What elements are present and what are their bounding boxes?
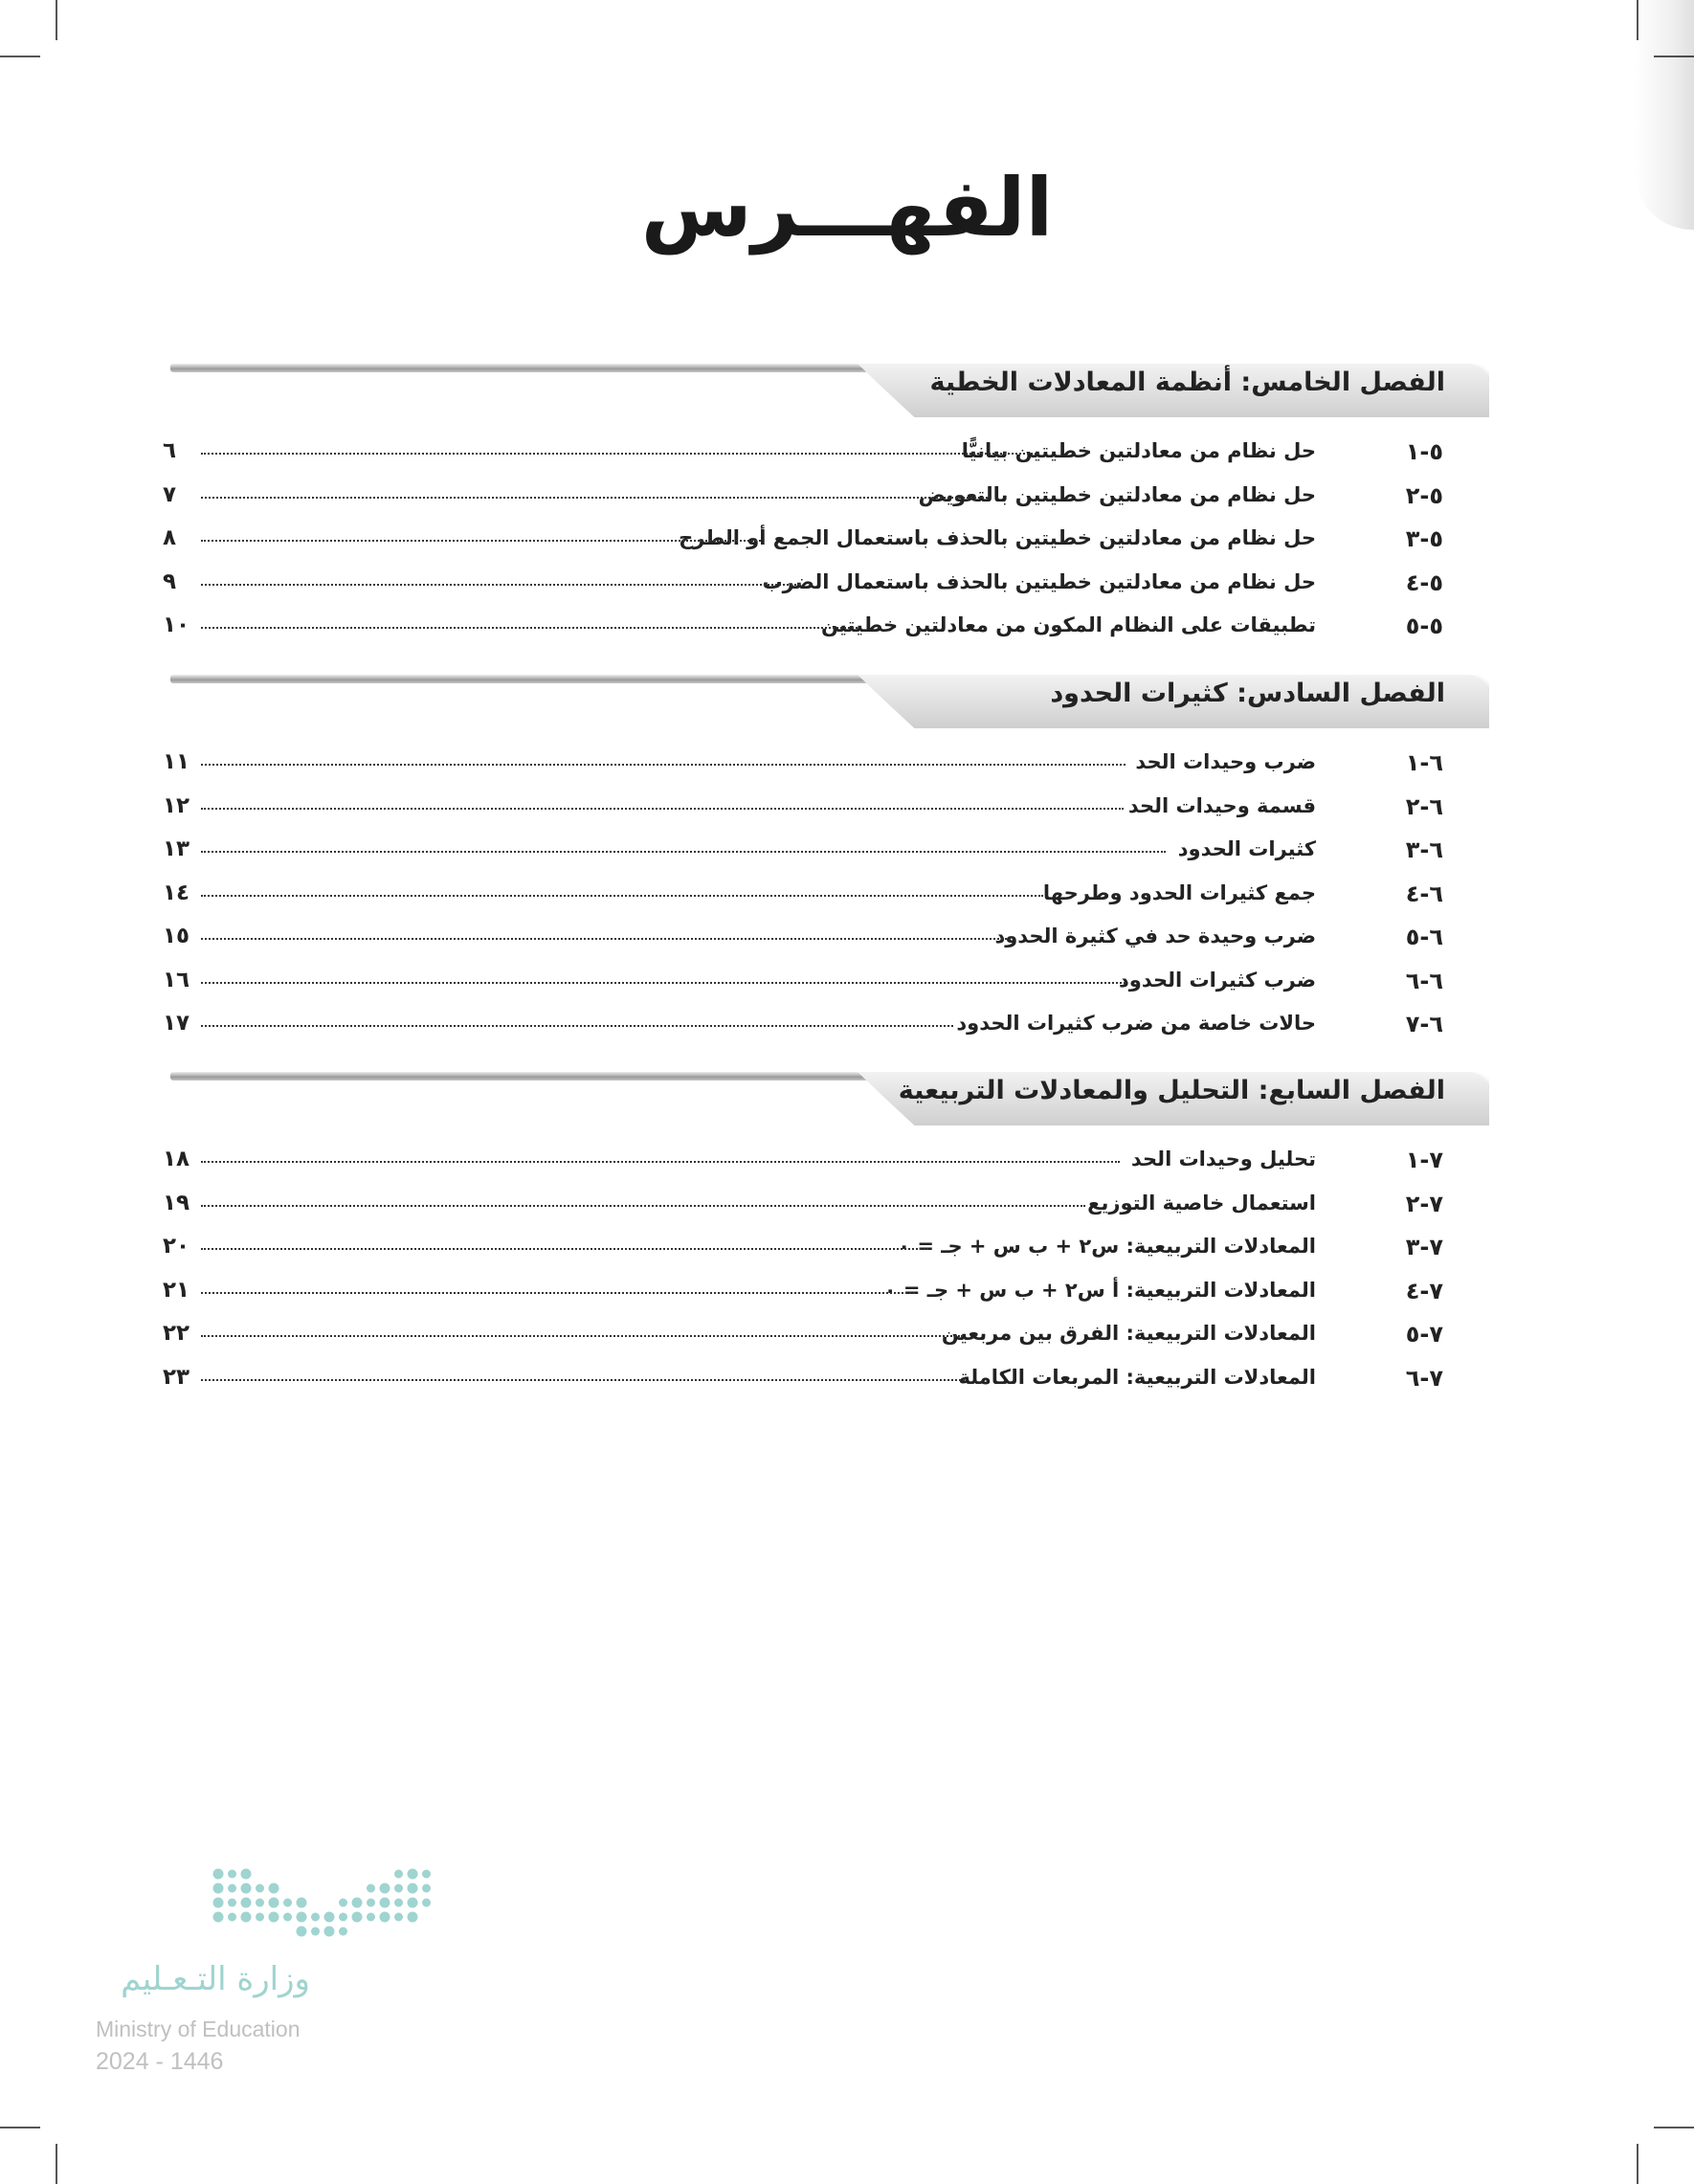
crop-mark [1654, 2127, 1694, 2128]
chapter-entries [163, 744, 1503, 1049]
dot-leader [201, 497, 992, 499]
page-number: ٢١ [163, 1277, 190, 1303]
lesson-title: ضرب وحيدات الحد [1135, 750, 1316, 773]
logo-dot [408, 1883, 418, 1894]
lesson-number: ٥-٢ [1405, 481, 1443, 509]
logo-dot [311, 1913, 320, 1922]
page-number: ١٩ [163, 1190, 190, 1215]
dot-leader [201, 1292, 915, 1294]
lesson-number: ٧-٣ [1405, 1234, 1443, 1260]
lesson-number: ٥-٣ [1405, 525, 1443, 552]
lesson-title: حل نظام من معادلتين خطيتين بالحذف باستعمال الجمع أو الطرح [679, 526, 1316, 549]
chapter-rule [170, 675, 890, 683]
dot-leader [201, 851, 1166, 853]
logo-dot [256, 1899, 264, 1907]
logo-dot [394, 1870, 403, 1879]
chapter-section [163, 1064, 1503, 1402]
page-number: ٢٠ [163, 1234, 190, 1259]
lesson-number: ٦-٦ [1405, 967, 1443, 994]
lesson-title: تحليل وحيدات الحد [1130, 1148, 1316, 1170]
logo-dot [352, 1912, 363, 1923]
lesson-number: ٦-٤ [1405, 880, 1443, 907]
lesson-title: قسمة وحيدات الحد [1127, 793, 1316, 817]
logo-dot [297, 1912, 307, 1923]
dot-leader [201, 895, 1043, 897]
page-number: ٢٣ [163, 1364, 190, 1390]
toc-entry[interactable] [163, 1315, 1503, 1359]
toc-entry[interactable] [163, 1272, 1503, 1316]
logo-dot [367, 1899, 375, 1907]
lesson-number: ٦-٣ [1405, 836, 1443, 863]
lesson-number: ٦-٥ [1405, 924, 1443, 950]
page-number: ١٨ [163, 1147, 190, 1171]
toc-entry[interactable] [163, 831, 1503, 875]
toc-entry[interactable] [163, 875, 1503, 919]
dot-leader [201, 764, 1126, 766]
logo-dot [380, 1912, 390, 1923]
logo-year: 2024 - 1446 [96, 2048, 224, 2075]
lesson-title: حل نظام من معادلتين خطيتين بيانيًّا [961, 439, 1316, 462]
dot-leader [201, 1248, 928, 1250]
toc-entry[interactable] [163, 1005, 1503, 1049]
toc-entry[interactable] [163, 607, 1503, 651]
lesson-title: المعادلات التربيعية: الفرق بين مربعين [941, 1322, 1316, 1345]
chapter-rule [170, 1072, 890, 1081]
chapter-title: الفصل الخامس: أنظمة المعادلات الخطية [929, 368, 1445, 397]
lesson-title: جمع كثيرات الحدود وطرحها [1042, 880, 1316, 904]
lesson-title: المعادلات التربيعية: س٢ + ب س + جـ = ٠ [898, 1235, 1316, 1258]
lesson-number: ٥-٤ [1405, 568, 1443, 596]
lesson-number: ٧-٢ [1405, 1190, 1443, 1217]
logo-dot [380, 1898, 390, 1908]
lesson-title: ضرب كثيرات الحدود [1119, 968, 1316, 992]
logo-dot [283, 1899, 292, 1907]
logo-dot [228, 1899, 236, 1907]
page-number: ١١ [163, 749, 190, 774]
logo-dot [422, 1870, 431, 1879]
logo-dot [256, 1884, 264, 1893]
logo-dot [422, 1884, 431, 1893]
page-number: ٦ [163, 438, 177, 463]
logo-dot [228, 1884, 236, 1893]
lesson-number: ٧-٥ [1405, 1321, 1443, 1348]
dot-leader [201, 1379, 965, 1381]
logo-dot [228, 1870, 236, 1879]
logo-dot [339, 1928, 347, 1936]
toc-entry[interactable] [163, 433, 1503, 477]
lesson-number: ٦-٢ [1405, 792, 1443, 820]
crop-mark [56, 0, 57, 40]
chapter-title: الفصل السابع: التحليل والمعادلات التربيعية [898, 1076, 1445, 1105]
logo-dot [339, 1913, 347, 1922]
lesson-title: حالات خاصة من ضرب كثيرات الحدود [956, 1012, 1316, 1035]
lesson-title: المعادلات التربيعية: المربعات الكاملة [958, 1365, 1316, 1389]
toc-entry[interactable] [163, 1228, 1503, 1272]
logo-dot [241, 1869, 252, 1880]
lesson-title: تطبيقات على النظام المكون من معادلتين خطيتين [820, 613, 1316, 636]
dot-leader [201, 808, 1124, 810]
chapter-header [163, 1064, 1503, 1133]
chapter-section [163, 356, 1503, 651]
dot-leader [201, 1205, 1085, 1207]
page-number: ١٢ [163, 792, 190, 818]
page-title: الفهـــرس [640, 161, 1054, 255]
logo-dot [408, 1912, 418, 1923]
toc-entry[interactable] [163, 1141, 1503, 1185]
dot-leader [201, 584, 800, 586]
logo-dot [241, 1912, 252, 1923]
lesson-title: كثيرات الحدود [1177, 837, 1316, 860]
page-number: ١٦ [163, 967, 190, 992]
logo-dots-icon [211, 1866, 440, 1952]
lesson-number: ٧-٤ [1405, 1277, 1443, 1304]
logo-dot [394, 1899, 403, 1907]
chapter-rule [170, 364, 890, 372]
logo-dot [269, 1898, 279, 1908]
toc-entry[interactable] [163, 788, 1503, 832]
page-number: ٩ [163, 568, 177, 594]
logo-dot [213, 1883, 224, 1894]
logo-dot [213, 1912, 224, 1923]
logo-dot [311, 1928, 320, 1936]
toc-entry[interactable] [163, 962, 1503, 1006]
logo-dot [324, 1927, 335, 1937]
lesson-number: ٧-٦ [1405, 1364, 1443, 1392]
logo-dot [408, 1869, 418, 1880]
logo-dot [297, 1898, 307, 1908]
lesson-title: المعادلات التربيعية: أ س٢ + ب س + جـ = ٠ [883, 1278, 1316, 1302]
logo-dot [380, 1883, 390, 1894]
dot-leader [201, 453, 1039, 455]
ministry-logo [96, 1866, 459, 2096]
logo-arabic-text: وزارة التـعـليم [121, 1960, 310, 1998]
lesson-number: ٥-٥ [1405, 613, 1443, 639]
logo-dot [241, 1898, 252, 1908]
toc-entry[interactable] [163, 1359, 1503, 1403]
crop-mark [0, 2127, 40, 2128]
page-number: ٨ [163, 525, 177, 550]
page-number: ١٠ [163, 613, 190, 637]
logo-english-text: Ministry of Education [96, 2017, 301, 2041]
logo-dot [324, 1912, 335, 1923]
lesson-number: ٦-١ [1405, 749, 1443, 776]
page-number: ١٤ [163, 880, 190, 905]
logo-dot [283, 1913, 292, 1922]
logo-dot [352, 1898, 363, 1908]
toc-entry[interactable] [163, 520, 1503, 564]
toc-entry[interactable] [163, 744, 1503, 788]
lesson-number: ٥-١ [1405, 438, 1443, 465]
dot-leader [201, 627, 858, 629]
dot-leader [201, 1161, 1120, 1163]
dot-leader [201, 982, 1126, 984]
logo-dot [228, 1913, 236, 1922]
dot-leader [201, 540, 761, 542]
page-number: ٧ [163, 481, 177, 507]
lesson-number: ٦-٧ [1405, 1011, 1443, 1037]
page-number: ١٣ [163, 836, 190, 861]
logo-dot [256, 1913, 264, 1922]
logo-dot [269, 1883, 279, 1894]
toc-entry[interactable] [163, 1185, 1503, 1229]
page-number: ١٧ [163, 1011, 190, 1036]
lesson-title: استعمال خاصية التوزيع [1087, 1191, 1316, 1215]
logo-dot [213, 1869, 224, 1880]
lesson-number: ٧-١ [1405, 1147, 1443, 1173]
logo-dot [297, 1927, 307, 1937]
toc-entry[interactable] [163, 477, 1503, 521]
lesson-title: ضرب وحيدة حد في كثيرة الحدود [994, 925, 1316, 947]
chapter-entries [163, 1141, 1503, 1402]
dot-leader [201, 1335, 963, 1337]
chapter-title: الفصل السادس: كثيرات الحدود [1050, 679, 1445, 708]
logo-dot [339, 1899, 347, 1907]
logo-dot [408, 1898, 418, 1908]
logo-dot [367, 1913, 375, 1922]
crop-mark [1637, 2144, 1638, 2184]
chapter-header [163, 667, 1503, 736]
crop-mark [56, 2144, 57, 2184]
logo-dot [394, 1884, 403, 1893]
dot-leader [201, 1025, 953, 1027]
logo-dot [367, 1884, 375, 1893]
logo-dot [269, 1912, 279, 1923]
toc-entry[interactable] [163, 918, 1503, 962]
logo-dot [422, 1899, 431, 1907]
lesson-title: حل نظام من معادلتين خطيتين بالتعويض [918, 482, 1316, 506]
logo-dot [394, 1913, 403, 1922]
toc-entry[interactable] [163, 564, 1503, 608]
chapter-header [163, 356, 1503, 425]
page-number: ٢٢ [163, 1321, 190, 1346]
page-number: ١٥ [163, 924, 190, 948]
lesson-title: حل نظام من معادلتين خطيتين بالحذف باستعمال الضرب [762, 569, 1316, 593]
logo-dot [213, 1898, 224, 1908]
logo-dot [241, 1883, 252, 1894]
chapter-entries [163, 433, 1503, 651]
dot-leader [201, 938, 1011, 940]
crop-mark [0, 56, 40, 57]
chapter-section [163, 667, 1503, 1049]
